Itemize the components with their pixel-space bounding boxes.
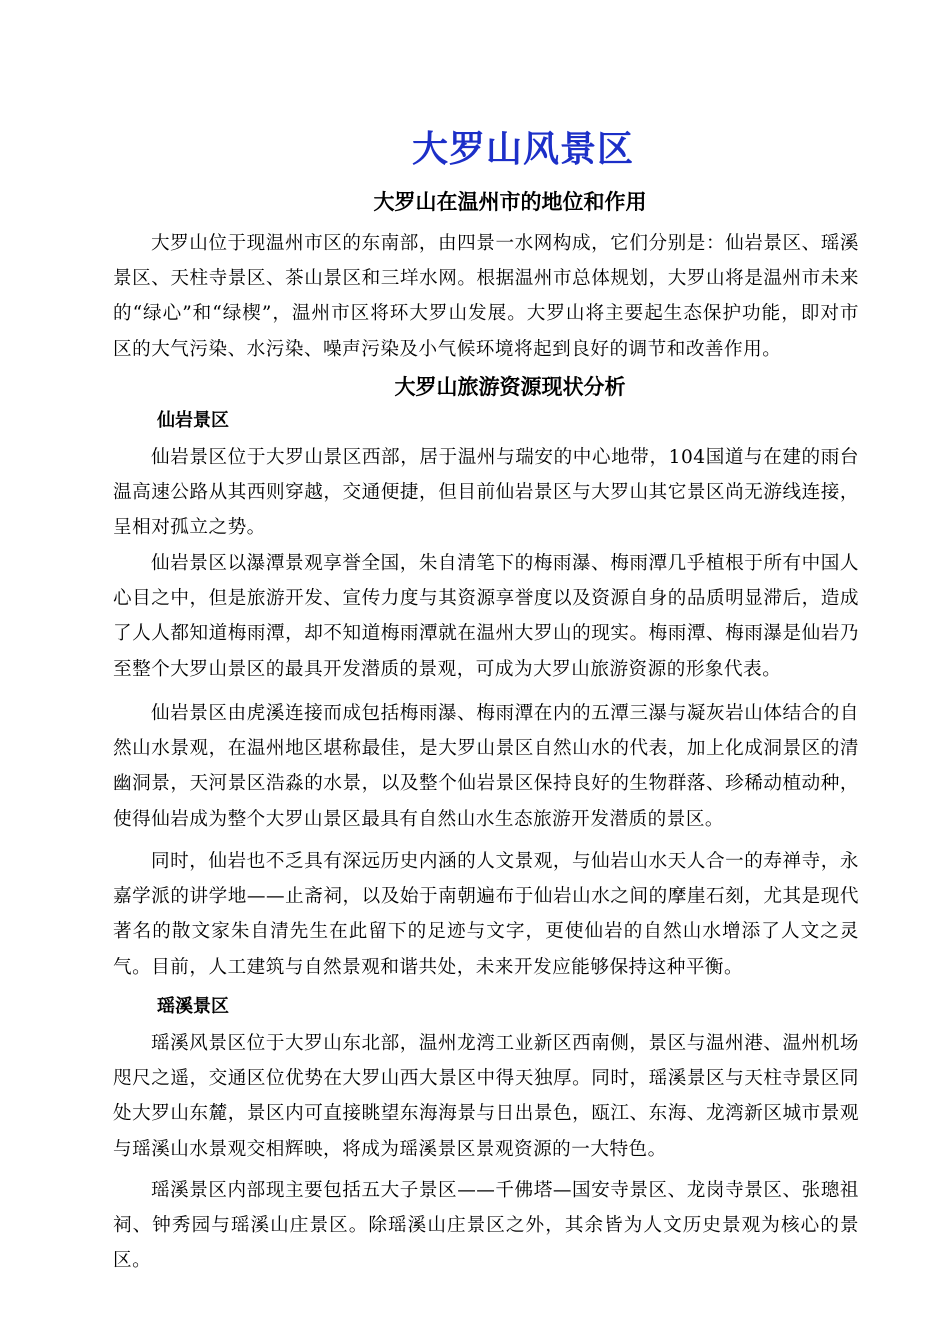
paragraph-role: 大罗山位于现温州市区的东南部，由四景一水网构成，它们分别是：仙岩景区、瑶溪景区、天柱寺景区、茶山景区和三垟水网。根据温州市总体规划，大罗山将是温州市未来的“绿心”和“绿楔”，温州市区将环大罗山发展。大罗山将主要起生态保护功能，即对市区的大气污染、水污染、噪声污染及小气候环境将起到良好的调节和改善作用。: [113, 233, 859, 360]
paragraph-xianyan-waterfall: 仙岩景区以瀑潭景观享誉全国，朱自清笔下的梅雨瀑、梅雨潭几乎植根于所有中国人心目之中，但是旅游开发、宣传力度与其资源享誉度以及资源自身的品质明显滞后，造成了人人都知道梅雨潭，却不知道梅雨潭就在温州大罗山的现实。梅雨潭、梅雨瀑是仙岩乃至整个大罗山景区的最具开发潜质的景观，可成为大罗山旅游资源的形象代表。: [113, 553, 859, 680]
section-heading-role: 大罗山在温州市的地位和作用: [373, 190, 647, 214]
subheading-xianyan: 仙岩景区: [157, 410, 229, 431]
paragraph-yaoxi-subareas: 瑶溪景区内部现主要包括五大子景区——千佛塔—国安寺景区、龙岗寺景区、张璁祖祠、钟秀园与瑶溪山庄景区。除瑶溪山庄景区之外，其余皆为人文历史景观为核心的景区。: [113, 1180, 859, 1272]
paragraph-xianyan-location: 仙岩景区位于大罗山景区西部，居于温州与瑞安的中心地带，104国道与在建的雨台温高速公路从其西则穿越，交通便捷，但目前仙岩景区与大罗山其它景区尚无游线连接，呈相对孤立之势。: [113, 447, 859, 539]
subheading-yaoxi: 瑶溪景区: [157, 996, 229, 1017]
paragraph-xianyan-culture: 同时，仙岩也不乏具有深远历史内涵的人文景观，与仙岩山水天人合一的寿禅寺，永嘉学派的讲学地——止斋祠，以及始于南朝遍布于仙岩山水之间的摩崖石刻，尤其是现代著名的散文家朱自清先生在此留下的足迹与文字，更使仙岩的自然山水增添了人文之灵气。目前，人工建筑与自然景观和谐共处，未来开发应能够保持这种平衡。: [113, 851, 859, 978]
paragraph-xianyan-landscape: 仙岩景区由虎溪连接而成包括梅雨瀑、梅雨潭在内的五潭三瀑与凝灰岩山体结合的自然山水景观，在温州地区堪称最佳，是大罗山景区自然山水的代表，加上化成洞景区的清幽洞景，天河景区浩淼的水景，以及整个仙岩景区保持良好的生物群落、珍稀动植动种，使得仙岩成为整个大罗山景区最具有自然山水生态旅游开发潜质的景区。: [113, 703, 859, 830]
page-title: 大罗山风景区: [411, 129, 634, 170]
section-heading-analysis: 大罗山旅游资源现状分析: [394, 375, 626, 399]
paragraph-yaoxi-location: 瑶溪风景区位于大罗山东北部，温州龙湾工业新区西南侧，景区与温州港、温州机场咫尺之遥，交通区位优势在大罗山西大景区中得天独厚。同时，瑶溪景区与天柱寺景区同处大罗山东麓，景区内可直接眺望东海海景与日出景色，瓯江、东海、龙湾新区城市景观与瑶溪山水景观交相辉映，将成为瑶溪景区景观资源的一大特色。: [113, 1033, 859, 1160]
